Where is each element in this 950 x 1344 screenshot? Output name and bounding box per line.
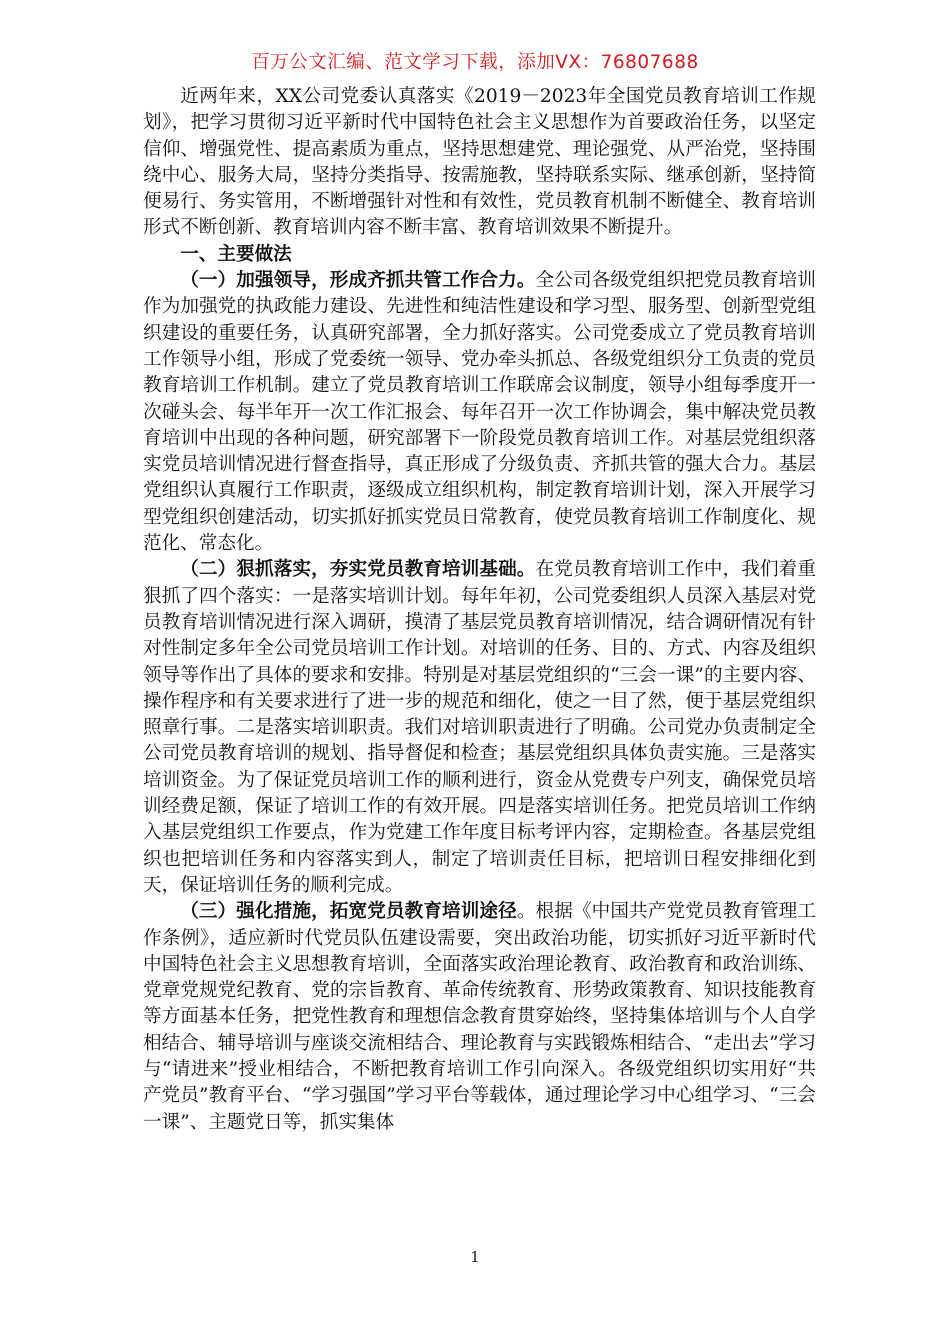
paragraph-1-lead: （一）加强领导，形成齐抓共管工作合力。 <box>180 270 536 292</box>
paragraph-3-lead: （三）强化措施，拓宽党员教育培训途径 <box>180 901 517 923</box>
paragraph-3-body: 。根据《中国共产党党员教育管理工作条例》，适应新时代党员队伍建设需要，突出政治功能，切实抓好习近平新时代中国特色社会主义思想教育培训，全面落实政治理论教育、政治教育和政治训练、党章党规党纪教育、党的宗旨教育、革命传统教育、形势政策教育、知识技能教育等方面基本任务，把党性教育和理想信念教育贯穿始终，坚持集体培训与个人自学相结合、辅导培训与座谈交流相结合、理论教育与实践锻炼相结合、“走出去”学习与“请进来”授业相结合，不断把教育培训工作引向深入。各级党组织切实用好“共产党员”教育平台、“学习强国”学习平台等载体，通过理论学习中心组学习、“三会一课”、主题党日等，抓实集体 <box>143 901 816 1133</box>
section-heading: 一、主要做法 <box>180 243 292 265</box>
intro-paragraph: 近两年来，XX公司党委认真落实《2019－2023年全国党员教育培训工作规划》，把学习贯彻习近平新时代中国特色社会主义思想作为首要政治任务，以坚定信仰、增强党性、提高素质为重点，坚持思想建党、理论强党、从严治党，坚持围绕中心、服务大局，坚持分类指导、按需施教，坚持联系实际、继承创新，坚持简便易行、务实管用，不断增强针对性和有效性，党员教育机制不断健全、教育培训形式不断创新、教育培训内容不断丰富、教育培训效果不断提升。 <box>143 86 816 239</box>
paragraph-1 <box>143 268 816 557</box>
paragraph-2-lead: （二）狠抓落实，夯实党员教育培训基础。 <box>180 559 536 581</box>
watermark-banner: 百万公文汇编、范文学习下载，添加VX：76807688 <box>251 52 699 73</box>
paragraph-1-body: 全公司各级党组织把党员教育培训作为加强党的执政能力建设、先进性和纯洁性建设和学习型、服务型、创新型党组织建设的重要任务，认真研究部署，全力抓好落实。公司党委成立了党员教育培训工作领导小组，形成了党委统一领导、党办牵头抓总、各级党组织分工负责的党员教育培训工作机制。建立了党员教育培训工作联席会议制度，领导小组每季度开一次碰头会、每半年开一次工作汇报会、每年召开一次工作协调会，集中解决党员教育培训中出现的各种问题，研究部署下一阶段党员教育培训工作。对基层党组织落实党员培训情况进行督查指导，真正形成了分级负责、齐抓共管的强大合力。基层党组织认真履行工作职责，逐级成立组织机构，制定教育培训计划，深入开展学习型党组织创建活动，切实抓好抓实党员日常教育，使党员教育培训工作制度化、规范化、常态化。 <box>143 270 816 555</box>
paragraph-2 <box>143 557 816 899</box>
paragraph-2-body: 在党员教育培训工作中，我们着重狠抓了四个落实：一是落实培训计划。每年年初，公司党委组织人员深入基层对党员教育培训情况进行深入调研，摸清了基层党员教育培训情况，结合调研情况有针对性制定多年全公司党员培训工作计划。对培训的任务、目的、方式、内容及组织领导等作出了具体的要求和安排。特别是对基层党组织的“三会一课”的主要内容、操作程序和有关要求进行了进一步的规范和细化，使之一目了然，便于基层党组织照章行事。二是落实培训职责。我们对培训职责进行了明确。公司党办负责制定全公司党员教育培训的规划、指导督促和检查；基层党组织具体负责实施。三是落实培训资金。为了保证党员培训工作的顺利进行，资金从党费专户列支，确保党员培训经费足额，保证了培训工作的有效开展。四是落实培训任务。把党员培训工作纳入基层党组织工作要点，作为党建工作年度目标考评内容，定期检查。各基层党组织也把培训任务和内容落实到人，制定了培训责任目标，把培训日程安排细化到天，保证培训任务的顺利完成。 <box>143 559 816 896</box>
document-body <box>143 84 816 1136</box>
paragraph-3 <box>143 899 816 1136</box>
page-number: 1 <box>470 1248 480 1266</box>
